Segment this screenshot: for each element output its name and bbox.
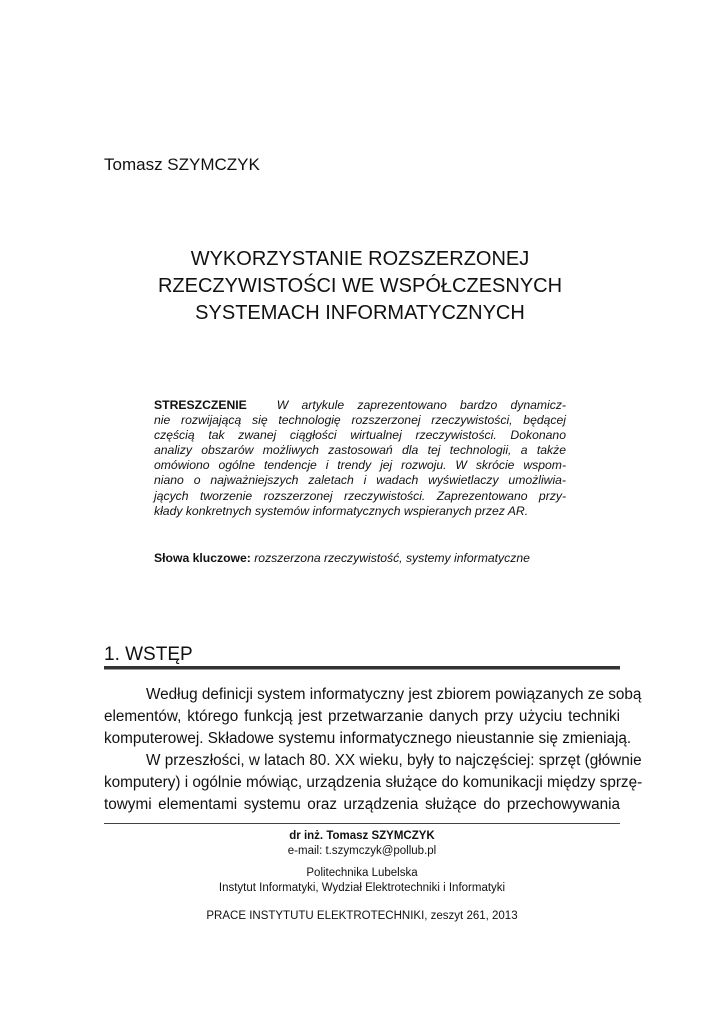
footer-rule <box>104 823 620 824</box>
body-line: elementów, którego funkcją jest przetwarzanie danych przy użyciu techniki <box>104 708 620 725</box>
keywords-label: Słowa kluczowe: <box>154 551 251 565</box>
abstract-line: nie rozwijającą się technologię rozszerzonej rzeczywistości, będącej <box>154 413 566 428</box>
body-line: komputery) i ogólnie mówiąc, urządzenia służące do komunikacji między sprzę- <box>104 774 643 791</box>
abstract-line <box>154 398 566 413</box>
body-line: komputerowej. Składowe systemu informatycznego nieustannie się zmieniają. <box>104 730 632 747</box>
abstract-line: analizy obszarów możliwych zastosowań dla tej technologii, a także <box>154 443 566 458</box>
title-line: RZECZYWISTOŚCI WE WSPÓŁCZESNYCH <box>157 275 563 297</box>
footer-journal: PRACE INSTYTUTU ELEKTROTECHNIKI, zeszyt 261, 2013 <box>206 910 518 922</box>
body-text <box>104 684 643 816</box>
keywords <box>154 551 574 565</box>
abstract-line: częścią tak zwanej ciągłości wirtualnej rzeczywistości. Dokonano <box>154 428 566 443</box>
abstract-label: STRESZCZENIE <box>154 398 247 412</box>
abstract-line: niano o najważniejszych zaletach i wadach wyświetlaczy umożliwia- <box>154 473 566 488</box>
section-heading: 1. WSTĘP <box>104 644 193 665</box>
abstract-line: jących tworzenie rozszerzonej rzeczywistości. Zaprezentowano przy- <box>154 488 566 503</box>
footer-email: e-mail: t.szymczyk@pollub.pl <box>287 844 437 857</box>
paper-title <box>104 246 616 327</box>
title-line: SYSTEMACH INFORMATYCZNYCH <box>195 302 525 324</box>
abstract <box>154 398 566 519</box>
author-name: Tomasz SZYMCZYK <box>104 155 260 174</box>
body-line: Według definicji system informatyczny jest zbiorem powiązanych ze sobą <box>146 686 642 703</box>
abstract-line: omówiono ogólne tendencje i trendy jej rozwoju. W skrócie wspom- <box>154 458 566 473</box>
footer-institute: Instytut Informatyki, Wydział Elektrotechniki i Informatyki <box>218 881 506 894</box>
keywords-value: rozszerzona rzeczywistość, systemy informatyczne <box>254 551 530 565</box>
abstract-line: kłady konkretnych systemów informatycznych wspieranych przez AR. <box>154 503 529 518</box>
body-line: towymi elementami systemu oraz urządzenia służące do przechowywania <box>104 796 620 813</box>
abstract-text: W artykule zaprezentowano bardzo dynamicz- <box>276 398 566 412</box>
footer-author: dr inż. Tomasz SZYMCZYK <box>289 830 435 842</box>
title-line: WYKORZYSTANIE ROZSZERZONEJ <box>190 248 530 270</box>
footer <box>104 829 620 924</box>
heading-rule <box>104 666 620 670</box>
body-line: W przeszłości, w latach 80. XX wieku, były to najczęściej: sprzęt (głównie <box>146 752 642 769</box>
footer-university: Politechnika Lubelska <box>306 867 418 879</box>
